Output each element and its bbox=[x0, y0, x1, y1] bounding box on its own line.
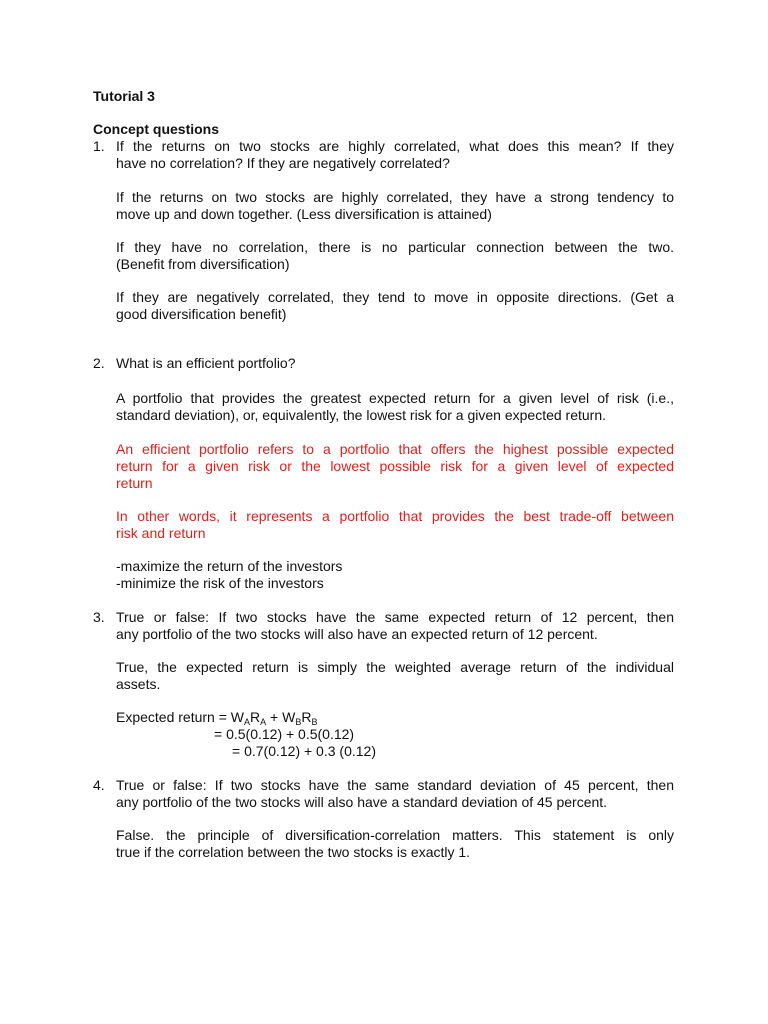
q3-answer-line-1: True, the expected return is simply the weighted average return of the individual bbox=[116, 659, 674, 675]
q2-bullet-1: -maximize the return of the investors bbox=[116, 558, 343, 574]
q2-bullet-2: -minimize the risk of the investors bbox=[116, 575, 324, 591]
q4-answer-line-1: False. the principle of diversification-correlation matters. This statement is only bbox=[116, 827, 674, 843]
q1-answer-3-line-2: good diversification benefit) bbox=[116, 306, 287, 322]
q3-formula-line-2: = 0.5(0.12) + 0.5(0.12) bbox=[214, 726, 355, 742]
q1-number: 1. bbox=[93, 138, 105, 154]
section-heading: Concept questions bbox=[93, 121, 220, 137]
q2-highlight-2-line-2: risk and return bbox=[116, 525, 206, 541]
q1-question-line-2: have no correlation? If they are negatively correlated? bbox=[116, 155, 450, 171]
q4-answer-line-2: true if the correlation between the two stocks is exactly 1. bbox=[116, 844, 471, 860]
q1-answer-2-line-2: (Benefit from diversification) bbox=[116, 256, 290, 272]
q2-question: What is an efficient portfolio? bbox=[116, 355, 296, 371]
q1-answer-2-line-1: If they have no correlation, there is no particular connection between the two. bbox=[116, 239, 674, 255]
q1-answer-3-line-1: If they are negatively correlated, they tend to move in opposite directions. (Get a bbox=[116, 289, 674, 305]
q1-answer-1-line-2: move up and down together. (Less diversification is attained) bbox=[116, 206, 492, 222]
q2-answer-1-line-1: A portfolio that provides the greatest expected return for a given level of risk (i.e., bbox=[116, 390, 674, 406]
q3-answer-line-2: assets. bbox=[116, 676, 161, 692]
q2-highlight-1-line-2: return for a given risk or the lowest possible risk for a given level of expected bbox=[116, 458, 674, 474]
q3-number: 3. bbox=[93, 609, 105, 625]
formula-label: Expected return = bbox=[116, 709, 231, 725]
q3-question-line-2: any portfolio of the two stocks will also have an expected return of 12 percent. bbox=[116, 626, 598, 642]
document-title: Tutorial 3 bbox=[93, 88, 155, 104]
q2-highlight-1-line-3: return bbox=[116, 475, 153, 491]
q4-number: 4. bbox=[93, 777, 105, 793]
q1-answer-1-line-1: If the returns on two stocks are highly correlated, they have a strong tendency to bbox=[116, 189, 674, 205]
q3-formula-line-3: = 0.7(0.12) + 0.3 (0.12) bbox=[232, 743, 376, 759]
q4-question-line-2: any portfolio of the two stocks will also have a standard deviation of 45 percent. bbox=[116, 794, 608, 810]
q2-number: 2. bbox=[93, 355, 105, 371]
q2-answer-1-line-2: standard deviation), or, equivalently, the lowest risk for a given expected return. bbox=[116, 407, 607, 423]
q3-question-line-1: True or false: If two stocks have the same expected return of 12 percent, then bbox=[116, 609, 674, 625]
q2-highlight-2-line-1: In other words, it represents a portfolio that provides the best trade-off between bbox=[116, 508, 674, 524]
q1-question-line-1: If the returns on two stocks are highly correlated, what does this mean? If they bbox=[116, 138, 674, 154]
q2-highlight-1-line-1: An efficient portfolio refers to a portfolio that offers the highest possible expected bbox=[116, 441, 674, 457]
q4-question-line-1: True or false: If two stocks have the same standard deviation of 45 percent, then bbox=[116, 777, 674, 793]
q3-formula-line-1: Expected return = $W_AR_A + W_BR_B$ bbox=[116, 709, 318, 727]
